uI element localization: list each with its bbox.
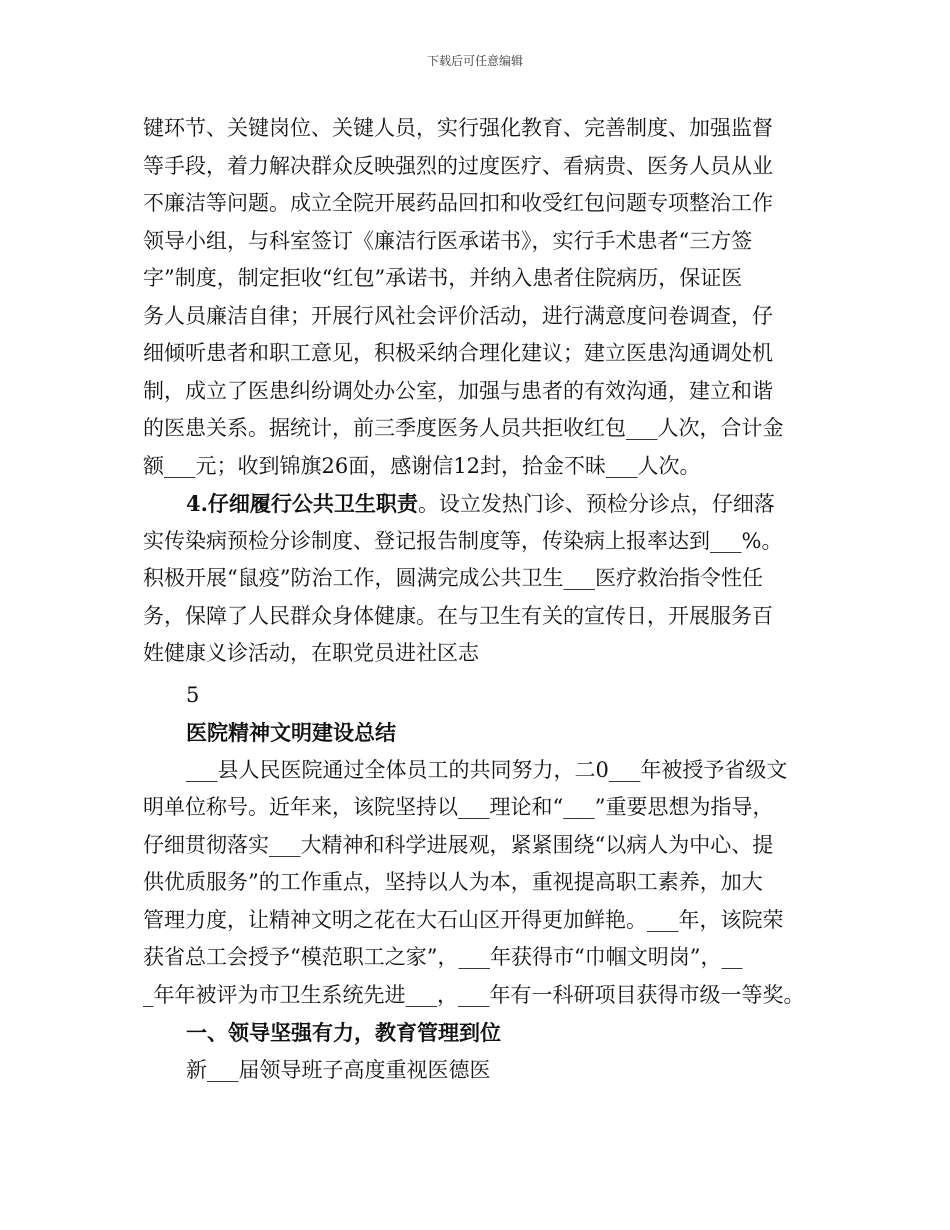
- text-line: 的医患关系。据统计，前三季度医务人员共拒收红包___人次，合计金: [143, 416, 784, 440]
- text-line: 姓健康义诊活动，在职党员进社区志: [143, 641, 479, 665]
- text-line: 额___元；收到锦旗26面，感谢信12封，拾金不昧___人次。: [143, 453, 701, 478]
- page-number: 5: [186, 682, 200, 707]
- text-line: ___县人民医院通过全体员工的共同努力，二0___年被授予省级文: [186, 757, 788, 782]
- document-body: [143, 110, 823, 1089]
- text-line: 制，成立了医患纠纷调处办公室，加强与患者的有效沟通，建立和谐: [143, 378, 773, 403]
- text-line: 细倾听患者和职工意见，积极采纳合理化建议；建立医患沟通调处机: [143, 341, 773, 365]
- text-line: 等手段，着力解决群众反映强烈的过度医疗、看病贵、医务人员从业: [143, 153, 773, 178]
- text-line: 管理力度，让精神文明之花在大石山区开得更加鲜艳。___年，该院荣: [143, 907, 784, 932]
- text-line: 务，保障了人民群众身体健康。在与卫生有关的宣传日，开展服务百: [143, 603, 773, 628]
- text-line: 键环节、关键岗位、关键人员，实行强化教育、完善制度、加强监督: [143, 116, 773, 140]
- paragraph-1: [143, 110, 823, 485]
- text-line: 获省总工会授予“模范职工之家”，___年获得市“巾帼文明岗”，__: [143, 945, 743, 969]
- text-line: 新___届领导班子高度重视医德医: [186, 1057, 491, 1082]
- document-title: 医院精神文明建设总结: [186, 720, 396, 745]
- paragraph-3: [143, 752, 823, 1015]
- paragraph-2: [143, 485, 823, 673]
- section-heading: 一、领导坚强有力，教育管理到位: [186, 1020, 501, 1045]
- text-line: 仔细贯彻落实___大精神和科学进展观，紧紧围绕“以病人为中心、提: [143, 832, 774, 857]
- page-header: 下载后可任意编辑: [426, 54, 523, 68]
- text-line: [143, 485, 823, 523]
- text-line: 积极开展“鼠疫”防治工作，圆满完成公共卫生___医疗救治指令性任: [143, 566, 763, 590]
- inline-text: 。设立发热门诊、预检分诊点，仔细落: [417, 492, 775, 516]
- text-line: 实传染病预检分诊制度、登记报告制度等，传染病上报率达到___%。: [143, 528, 783, 553]
- text-line: 领导小组，与科室签订《廉洁行医承诺书》，实行手术患者“三方签: [143, 228, 753, 253]
- text-line: _年年被评为市卫生系统先进___，___年有一科研项目获得市级一等奖。: [143, 982, 805, 1007]
- text-line: 不廉洁等问题。成立全院开展药品回扣和收受红包问题专项整治工作: [143, 191, 773, 215]
- paragraph-heading: 4.仔细履行公共卫生职责: [186, 491, 418, 516]
- text-line: 明单位称号。近年来，该院坚持以___理论和“___”重要思想为指导，: [143, 795, 774, 819]
- text-line: 务人员廉洁自律；开展行风社会评价活动，进行满意度问卷调查，仔: [143, 303, 773, 328]
- text-line: 字”制度，制定拒收“红包”承诺书，并纳入患者住院病历，保证医: [143, 266, 743, 290]
- text-line: 供优质服务”的工作重点，坚持以人为本，重视提高职工素养，加大: [143, 870, 763, 894]
